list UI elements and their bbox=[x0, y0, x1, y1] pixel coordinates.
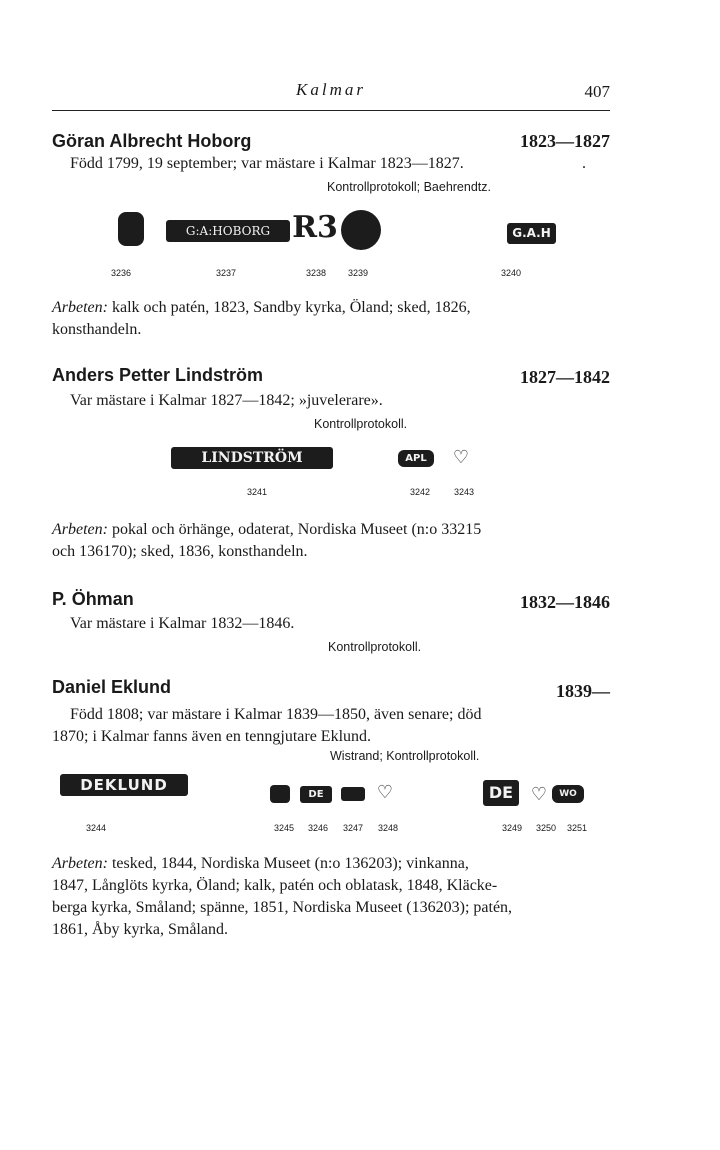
entry-years-eklund: 1839— bbox=[556, 681, 610, 701]
entry-works-hoborg bbox=[52, 297, 610, 341]
hallmark-initials-eklund: DE bbox=[300, 786, 332, 803]
three-crowns-hallmark-icon bbox=[341, 210, 381, 250]
crowned-heart-hallmark-icon: ♡ bbox=[376, 782, 394, 802]
entry-sources-ohman: Kontrollprotokoll. bbox=[328, 640, 422, 654]
works-text: berga kyrka, Småland; spänne, 1851, Nordiska Museet (136203); patén, bbox=[52, 899, 513, 916]
entry-works-lindstrom bbox=[52, 519, 610, 563]
mark-number: 3237 bbox=[216, 268, 237, 278]
header-rule bbox=[52, 110, 610, 111]
mark-number: 3244 bbox=[86, 823, 107, 833]
works-text: tesked, 1844, Nordiska Museet (n:o 136203); vinkanna, bbox=[111, 855, 469, 872]
hallmark-name-eklund: DEKLUND bbox=[60, 774, 188, 796]
hallmark-name-lindstrom: LINDSTRÖM bbox=[171, 447, 333, 469]
mark-number: 3243 bbox=[454, 487, 475, 497]
entry-bio-ohman: Var mästare i Kalmar 1832—1846. bbox=[70, 615, 295, 632]
hallmark-initials-hoborg: G.A.H bbox=[507, 223, 556, 244]
book-page bbox=[52, 0, 610, 1150]
crowned-heart-hallmark-icon: ♡ bbox=[452, 447, 470, 467]
bio-text: Född 1808; var mästare i Kalmar 1839—1850, även senare; död bbox=[70, 706, 482, 723]
entry-name-ohman: P. Öhman bbox=[52, 589, 134, 609]
mark-number: 3242 bbox=[410, 487, 431, 497]
lion-hallmark-icon bbox=[270, 785, 290, 803]
mark-number: 3248 bbox=[378, 823, 399, 833]
mark-number: 3238 bbox=[306, 268, 327, 278]
mark-number: 3251 bbox=[567, 823, 588, 833]
entry-bio-eklund bbox=[52, 704, 612, 748]
entry-bio-lindstrom: Var mästare i Kalmar 1827—1842; »juvelerare». bbox=[70, 392, 383, 409]
hallmark-initials-lindstrom: APL bbox=[398, 450, 434, 467]
lion-hallmark-icon bbox=[118, 212, 144, 246]
mark-number: 3236 bbox=[111, 268, 132, 278]
running-head bbox=[52, 80, 610, 104]
hallmark-name-hoborg: G:A:HOBORG bbox=[166, 220, 290, 242]
works-label: Arbeten: bbox=[52, 855, 108, 872]
works-text: 1847, Långlöts kyrka, Öland; kalk, patén och oblatask, 1848, Kläcke- bbox=[52, 877, 498, 894]
mark-number: 3240 bbox=[501, 268, 522, 278]
mark-number: 3247 bbox=[343, 823, 364, 833]
entry-bio-mark-hoborg: . bbox=[582, 155, 586, 172]
mark-number: 3241 bbox=[247, 487, 268, 497]
entry-sources-hoborg: Kontrollprotokoll; Baehrendtz. bbox=[327, 180, 491, 194]
works-text: och 136170); sked, 1836, konsthandeln. bbox=[52, 543, 308, 560]
mark-number: 3246 bbox=[308, 823, 329, 833]
works-label: Arbeten: bbox=[52, 299, 108, 316]
entry-years-hoborg: 1823—1827 bbox=[520, 131, 610, 151]
hallmark-initials-large-eklund: DE bbox=[483, 780, 519, 806]
bio-text: 1870; i Kalmar fanns även en tenngjutare Eklund. bbox=[52, 728, 372, 745]
entry-name-lindstrom: Anders Petter Lindström bbox=[52, 365, 264, 385]
entry-years-lindstrom: 1827—1842 bbox=[520, 367, 610, 387]
crowned-heart-hallmark-icon: ♡ bbox=[530, 784, 548, 804]
works-text: pokal och örhänge, odaterat, Nordiska Museet (n:o 33215 bbox=[111, 521, 482, 538]
works-text: 1861, Åby kyrka, Småland. bbox=[52, 921, 228, 938]
entry-years-ohman: 1832—1846 bbox=[520, 592, 610, 612]
works-text: kalk och patén, 1823, Sandby kyrka, Öland; sked, 1826, bbox=[111, 299, 471, 316]
entry-bio-hoborg: Född 1799, 19 september; var mästare i Kalmar 1823—1827. bbox=[70, 155, 464, 172]
date-letter-hallmark-icon bbox=[341, 787, 365, 801]
hallmark-mark-eklund: WO bbox=[552, 785, 584, 803]
entry-works-eklund bbox=[52, 853, 610, 941]
mark-number: 3239 bbox=[348, 268, 369, 278]
entry-name-hoborg: Göran Albrecht Hoborg bbox=[52, 131, 252, 151]
mark-number: 3250 bbox=[536, 823, 557, 833]
page-number: 407 bbox=[584, 82, 610, 101]
works-label: Arbeten: bbox=[52, 521, 108, 538]
mark-number: 3245 bbox=[274, 823, 295, 833]
works-text: konsthandeln. bbox=[52, 321, 142, 338]
mark-number: 3249 bbox=[502, 823, 523, 833]
running-title: Kalmar bbox=[296, 80, 366, 99]
hallmark-date-letter: R3 bbox=[292, 210, 338, 245]
entry-sources-eklund: Wistrand; Kontrollprotokoll. bbox=[330, 749, 480, 763]
entry-name-eklund: Daniel Eklund bbox=[52, 677, 172, 697]
entry-sources-lindstrom: Kontrollprotokoll. bbox=[314, 417, 408, 431]
